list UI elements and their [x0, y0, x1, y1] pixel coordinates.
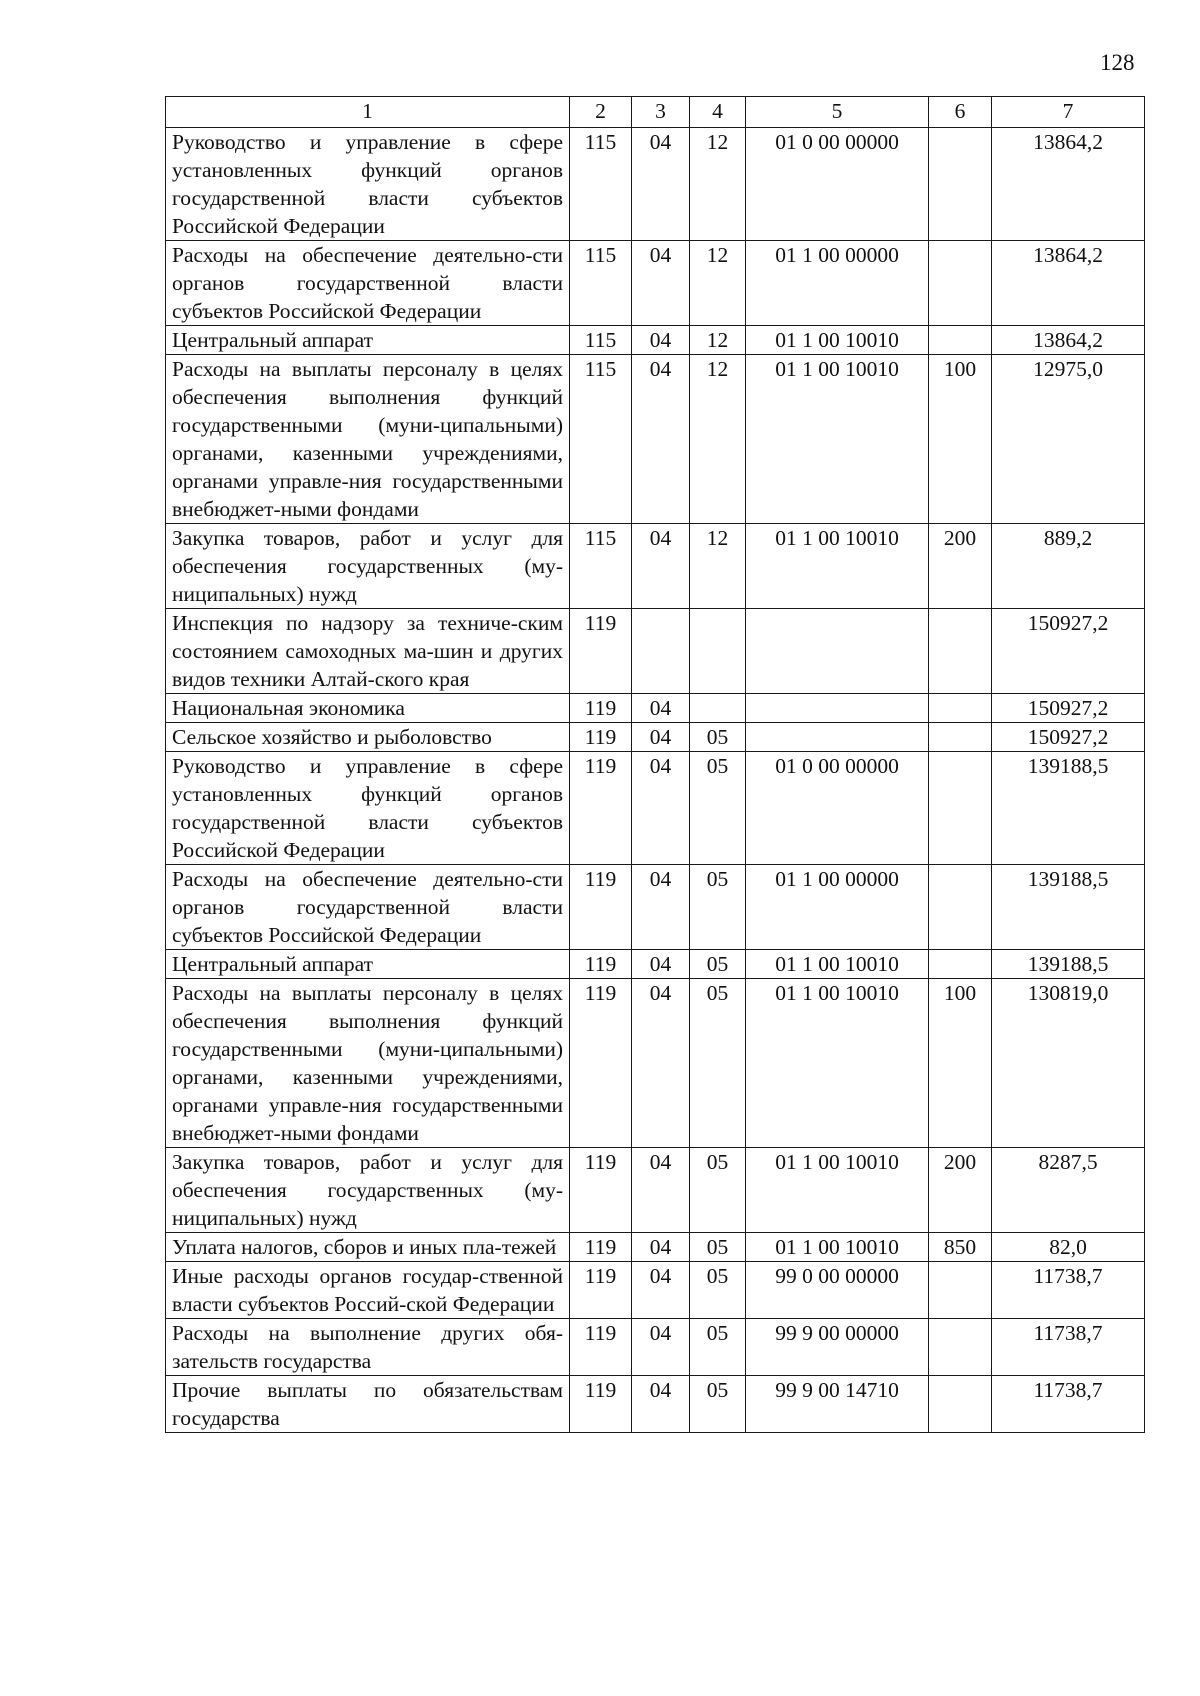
- table-row: [166, 128, 1145, 241]
- cell-ministry-code: 115: [570, 326, 632, 355]
- cell-expense-type: 200: [929, 1148, 992, 1233]
- row-name: Уплата налогов, сборов и иных пла-тежей: [166, 1233, 570, 1262]
- cell-section: 04: [632, 723, 690, 752]
- cell-expense-type: [929, 1319, 992, 1376]
- cell-target-article: 01 1 00 00000: [746, 865, 929, 950]
- cell-target-article: 01 0 00 00000: [746, 752, 929, 865]
- cell-expense-type: 850: [929, 1233, 992, 1262]
- cell-subsection: 05: [690, 1376, 746, 1433]
- cell-section: 04: [632, 1148, 690, 1233]
- cell-expense-type: [929, 1262, 992, 1319]
- column-header: 1: [166, 97, 570, 128]
- table-row: [166, 609, 1145, 694]
- table-row: [166, 694, 1145, 723]
- cell-target-article: 01 1 00 10010: [746, 326, 929, 355]
- cell-section: 04: [632, 355, 690, 524]
- cell-ministry-code: 119: [570, 865, 632, 950]
- cell-subsection: 05: [690, 979, 746, 1148]
- cell-section: 04: [632, 241, 690, 326]
- column-header: 6: [929, 97, 992, 128]
- column-header: 7: [992, 97, 1145, 128]
- cell-subsection: 12: [690, 355, 746, 524]
- row-name: Центральный аппарат: [166, 326, 570, 355]
- row-name: Расходы на обеспечение деятельно-сти органов государственной власти субъектов Российской Федерации: [166, 241, 570, 326]
- cell-subsection: 05: [690, 865, 746, 950]
- table-row: [166, 723, 1145, 752]
- cell-amount: 139188,5: [992, 950, 1145, 979]
- cell-amount: 11738,7: [992, 1376, 1145, 1433]
- cell-section: 04: [632, 979, 690, 1148]
- cell-subsection: [690, 609, 746, 694]
- table-row: [166, 241, 1145, 326]
- cell-ministry-code: 119: [570, 1376, 632, 1433]
- cell-section: 04: [632, 1233, 690, 1262]
- cell-section: 04: [632, 1319, 690, 1376]
- cell-subsection: 12: [690, 524, 746, 609]
- row-name: Сельское хозяйство и рыболовство: [166, 723, 570, 752]
- cell-expense-type: [929, 865, 992, 950]
- cell-ministry-code: 119: [570, 979, 632, 1148]
- cell-expense-type: [929, 950, 992, 979]
- cell-target-article: 01 1 00 10010: [746, 1233, 929, 1262]
- cell-expense-type: [929, 1376, 992, 1433]
- page-number: 128: [1100, 50, 1135, 75]
- row-name: Расходы на выполнение других обя-зательств государства: [166, 1319, 570, 1376]
- cell-amount: 13864,2: [992, 128, 1145, 241]
- row-name: Расходы на обеспечение деятельно-сти органов государственной власти субъектов Российской Федерации: [166, 865, 570, 950]
- table-row: [166, 1262, 1145, 1319]
- cell-ministry-code: 115: [570, 355, 632, 524]
- cell-amount: 11738,7: [992, 1262, 1145, 1319]
- cell-target-article: 01 0 00 00000: [746, 128, 929, 241]
- table-row: [166, 752, 1145, 865]
- cell-subsection: 05: [690, 1262, 746, 1319]
- cell-amount: 8287,5: [992, 1148, 1145, 1233]
- cell-amount: 12975,0: [992, 355, 1145, 524]
- table-row: [166, 865, 1145, 950]
- cell-amount: 889,2: [992, 524, 1145, 609]
- row-name: Закупка товаров, работ и услуг для обеспечения государственных (му-ниципальных) нужд: [166, 524, 570, 609]
- budget-table: [165, 96, 1145, 1433]
- cell-ministry-code: 119: [570, 1148, 632, 1233]
- table-header: [166, 97, 1145, 128]
- cell-subsection: [690, 694, 746, 723]
- row-name: Национальная экономика: [166, 694, 570, 723]
- cell-ministry-code: 119: [570, 752, 632, 865]
- cell-ministry-code: 119: [570, 1233, 632, 1262]
- cell-expense-type: [929, 609, 992, 694]
- row-name: Руководство и управление в сфере установленных функций органов государственной власти субъектов Российской Федерации: [166, 752, 570, 865]
- table-row: [166, 524, 1145, 609]
- cell-amount: 150927,2: [992, 609, 1145, 694]
- cell-amount: 139188,5: [992, 865, 1145, 950]
- table-row: [166, 950, 1145, 979]
- cell-ministry-code: 119: [570, 723, 632, 752]
- table-row: [166, 1376, 1145, 1433]
- cell-subsection: 05: [690, 1319, 746, 1376]
- row-name: Инспекция по надзору за техниче-ским состоянием самоходных ма-шин и других видов техники Алтай-ского края: [166, 609, 570, 694]
- cell-amount: 13864,2: [992, 326, 1145, 355]
- table-row: [166, 1319, 1145, 1376]
- row-name: Расходы на выплаты персоналу в целях обеспечения выполнения функций государственными (муни-ципальными) органами, казенными учреждениями, органами управле-ния государственными внебюджет-ными фондами: [166, 979, 570, 1148]
- cell-section: 04: [632, 128, 690, 241]
- cell-ministry-code: 119: [570, 1262, 632, 1319]
- cell-target-article: 99 9 00 00000: [746, 1319, 929, 1376]
- cell-amount: 82,0: [992, 1233, 1145, 1262]
- cell-expense-type: [929, 723, 992, 752]
- cell-target-article: 01 1 00 10010: [746, 524, 929, 609]
- cell-target-article: 01 1 00 10010: [746, 355, 929, 524]
- column-header: 4: [690, 97, 746, 128]
- cell-section: 04: [632, 865, 690, 950]
- row-name: Расходы на выплаты персоналу в целях обеспечения выполнения функций государственными (муни-ципальными) органами, казенными учреждениями, органами управле-ния государственными внебюджет-ными фондами: [166, 355, 570, 524]
- cell-ministry-code: 115: [570, 524, 632, 609]
- cell-section: 04: [632, 694, 690, 723]
- cell-section: 04: [632, 1262, 690, 1319]
- cell-expense-type: [929, 241, 992, 326]
- cell-target-article: 01 1 00 00000: [746, 241, 929, 326]
- table-row: [166, 1233, 1145, 1262]
- cell-amount: 13864,2: [992, 241, 1145, 326]
- cell-target-article: [746, 694, 929, 723]
- cell-expense-type: [929, 128, 992, 241]
- cell-ministry-code: 119: [570, 950, 632, 979]
- cell-target-article: 01 1 00 10010: [746, 979, 929, 1148]
- cell-target-article: 99 0 00 00000: [746, 1262, 929, 1319]
- cell-section: 04: [632, 752, 690, 865]
- row-name: Руководство и управление в сфере установленных функций органов государственной власти субъектов Российской Федерации: [166, 128, 570, 241]
- cell-expense-type: 100: [929, 979, 992, 1148]
- row-name: Прочие выплаты по обязательствам государства: [166, 1376, 570, 1433]
- column-header: 5: [746, 97, 929, 128]
- cell-target-article: 01 1 00 10010: [746, 1148, 929, 1233]
- cell-expense-type: 200: [929, 524, 992, 609]
- cell-subsection: 12: [690, 128, 746, 241]
- column-header: 3: [632, 97, 690, 128]
- row-name: Иные расходы органов государ-ственной власти субъектов Россий-ской Федерации: [166, 1262, 570, 1319]
- cell-amount: 150927,2: [992, 723, 1145, 752]
- cell-expense-type: 100: [929, 355, 992, 524]
- table-row: [166, 1148, 1145, 1233]
- cell-subsection: 12: [690, 241, 746, 326]
- column-header: 2: [570, 97, 632, 128]
- table-row: [166, 979, 1145, 1148]
- table-row: [166, 326, 1145, 355]
- header-row: [166, 97, 1145, 128]
- cell-ministry-code: 119: [570, 694, 632, 723]
- cell-ministry-code: 119: [570, 609, 632, 694]
- cell-ministry-code: 119: [570, 1319, 632, 1376]
- row-name: Центральный аппарат: [166, 950, 570, 979]
- cell-section: [632, 609, 690, 694]
- cell-amount: 130819,0: [992, 979, 1145, 1148]
- cell-subsection: 05: [690, 1233, 746, 1262]
- row-name: Закупка товаров, работ и услуг для обеспечения государственных (му-ниципальных) нужд: [166, 1148, 570, 1233]
- table-body: [166, 128, 1145, 1433]
- cell-expense-type: [929, 752, 992, 865]
- cell-section: 04: [632, 326, 690, 355]
- cell-target-article: [746, 609, 929, 694]
- cell-subsection: 05: [690, 950, 746, 979]
- cell-subsection: 05: [690, 752, 746, 865]
- cell-target-article: [746, 723, 929, 752]
- cell-ministry-code: 115: [570, 241, 632, 326]
- cell-expense-type: [929, 694, 992, 723]
- cell-amount: 139188,5: [992, 752, 1145, 865]
- cell-target-article: 01 1 00 10010: [746, 950, 929, 979]
- cell-expense-type: [929, 326, 992, 355]
- cell-section: 04: [632, 1376, 690, 1433]
- cell-section: 04: [632, 950, 690, 979]
- cell-ministry-code: 115: [570, 128, 632, 241]
- cell-subsection: 12: [690, 326, 746, 355]
- cell-section: 04: [632, 524, 690, 609]
- cell-subsection: 05: [690, 723, 746, 752]
- table-row: [166, 355, 1145, 524]
- cell-target-article: 99 9 00 14710: [746, 1376, 929, 1433]
- cell-amount: 11738,7: [992, 1319, 1145, 1376]
- cell-amount: 150927,2: [992, 694, 1145, 723]
- cell-subsection: 05: [690, 1148, 746, 1233]
